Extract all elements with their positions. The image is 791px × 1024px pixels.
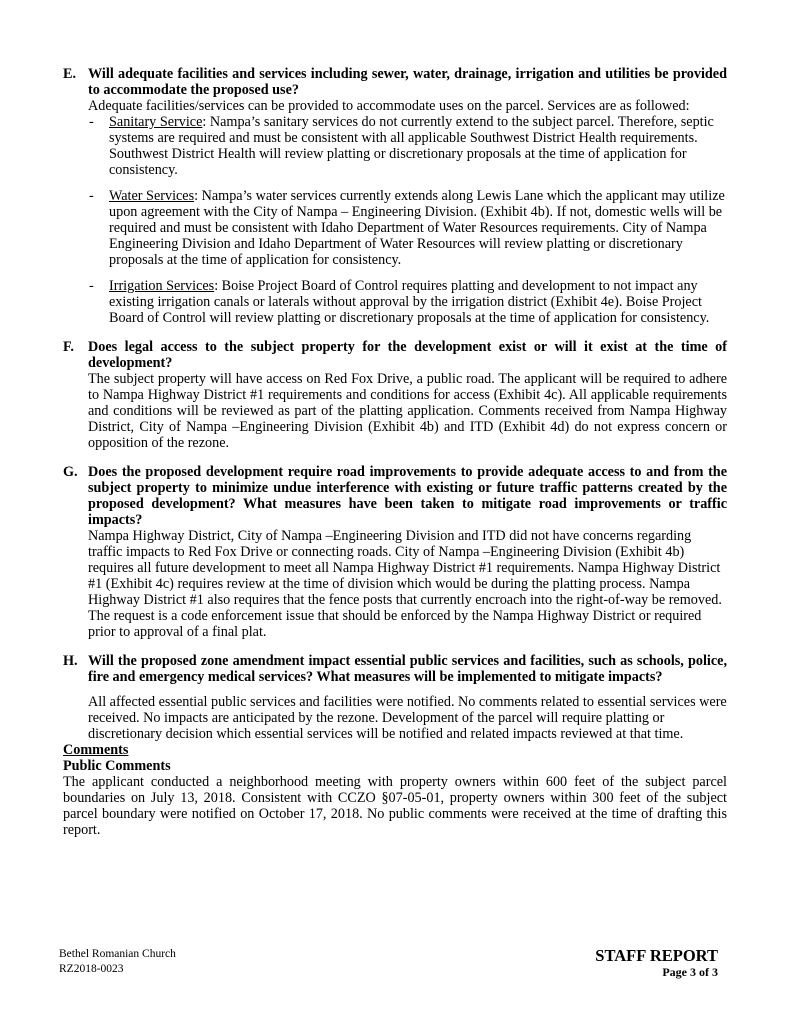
bullet-dash: - [89, 188, 94, 204]
list-item-body: : Nampa’s water services currently extends along Lewis Lane which the applicant may utilize upon agreement with the City of Nampa – Engineering Division. (Exhibit 4b). If not, domestic wells will be required and must be consistent with Idaho Department of Water Resources requirements. City of Nampa Engineering Division and Idaho Department of Water Resources will review platting or discretionary proposals at the time of application for consistency. [109, 188, 725, 268]
section-e [63, 66, 727, 326]
list-item-label: Water Services [109, 188, 195, 204]
footer-left [59, 947, 176, 976]
list-item [88, 188, 727, 268]
section-heading: Does the proposed development require road improvements to provide adequate access to and from the subject property to minimize undue interference with existing or future traffic patterns created by the proposed development? What measures have been taken to mitigate road improvements or traffic impacts? [88, 464, 727, 528]
section-heading: Will adequate facilities and services including sewer, water, drainage, irrigation and utilities be provided to accommodate the proposed use? [88, 66, 727, 98]
section-intro: Adequate facilities/services can be provided to accommodate uses on the parcel. Services are as followed: [88, 98, 690, 114]
list-item-text [109, 278, 727, 326]
section-h [63, 653, 727, 742]
footer-page-number: Page 3 of 3 [662, 965, 718, 979]
section-g [63, 464, 727, 640]
section-h-body [88, 653, 727, 742]
page-content [63, 66, 727, 838]
footer-right [595, 947, 718, 979]
section-f [63, 339, 727, 451]
section-e-body [88, 66, 727, 326]
comments-section [63, 742, 727, 838]
section-f-body [88, 339, 727, 451]
section-body: The subject property will have access on Red Fox Drive, a public road. The applicant will be required to adhere to Nampa Highway District #1 requirements and conditions for access (Exhibit 4c). All applicable requirements and conditions will be reviewed as part of the platting application. Comments received from Nampa Highway District, City of Nampa –Engineering Division (Exhibit 4b) and ITD (Exhibit 4d) do not express concern or opposition of the rezone. [88, 371, 727, 451]
section-letter: G. [63, 464, 78, 480]
bullet-dash: - [89, 278, 94, 294]
footer-project-name: Bethel Romanian Church [59, 948, 176, 960]
comments-heading: Comments [63, 742, 129, 758]
footer-report-title: STAFF REPORT [595, 946, 718, 965]
list-item-body: : Nampa’s sanitary services do not currently extend to the subject parcel. Therefore, septic systems are required and must be consistent with all applicable Southwest District Health requirements. Southwest District Health will review platting or discretionary proposals at the time of application for consistency. [109, 114, 714, 178]
section-letter: H. [63, 653, 78, 669]
section-letter: F. [63, 339, 74, 355]
bullet-dash: - [89, 114, 94, 130]
list-item [88, 278, 727, 326]
section-g-body [88, 464, 727, 640]
list-item [88, 114, 727, 178]
footer-case-number: RZ2018-0023 [59, 962, 124, 975]
public-comments-body: The applicant conducted a neighborhood meeting with property owners within 600 feet of the subject parcel boundaries on July 13, 2018. Consistent with CCZO §07-05-01, property owners within 300 feet of the subject parcel boundary were notified on October 17, 2018. No public comments were received at the time of drafting this report. [63, 774, 727, 838]
list-item-text [109, 188, 727, 268]
page-footer [59, 947, 718, 979]
section-body: All affected essential public services and facilities were notified. No comments related to essential services were received. No impacts are anticipated by the rezone. Development of the parcel will require platting or discretionary decision which essential services will be notified and related impacts reviewed at that time. [88, 694, 727, 742]
public-comments-heading: Public Comments [63, 758, 171, 774]
list-item-label: Sanitary Service [109, 114, 203, 130]
list-item-text [109, 114, 727, 178]
section-heading: Does legal access to the subject property for the development exist or will it exist at the time of development? [88, 339, 727, 371]
section-letter: E. [63, 66, 77, 82]
list-item-label: Irrigation Services [109, 278, 215, 294]
list-item-body: : Boise Project Board of Control requires platting and development to not impact any existing irrigation canals or laterals without approval by the irrigation district (Exhibit 4e). Boise Project Board of Control will review platting or discretionary proposals at the time of application for consistency. [109, 278, 710, 326]
section-heading: Will the proposed zone amendment impact essential public services and facilities, such as schools, police, fire and emergency medical services? What measures will be implemented to mitigate impacts? [88, 653, 727, 685]
section-body: Nampa Highway District, City of Nampa –Engineering Division and ITD did not have concerns regarding traffic impacts to Red Fox Drive or connecting roads. City of Nampa –Engineering Division (Exhibit 4b) requires all future development to meet all Nampa Highway District #1 requirements. Nampa Highway District #1 (Exhibit 4c) requires review at the time of division which would be during the platting process. Nampa Highway District #1 also requires that the fence posts that currently encroach into the right-of-way be removed. The request is a code enforcement issue that should be enforced by the Nampa Highway District or required prior to approval of a final plat. [88, 528, 722, 640]
